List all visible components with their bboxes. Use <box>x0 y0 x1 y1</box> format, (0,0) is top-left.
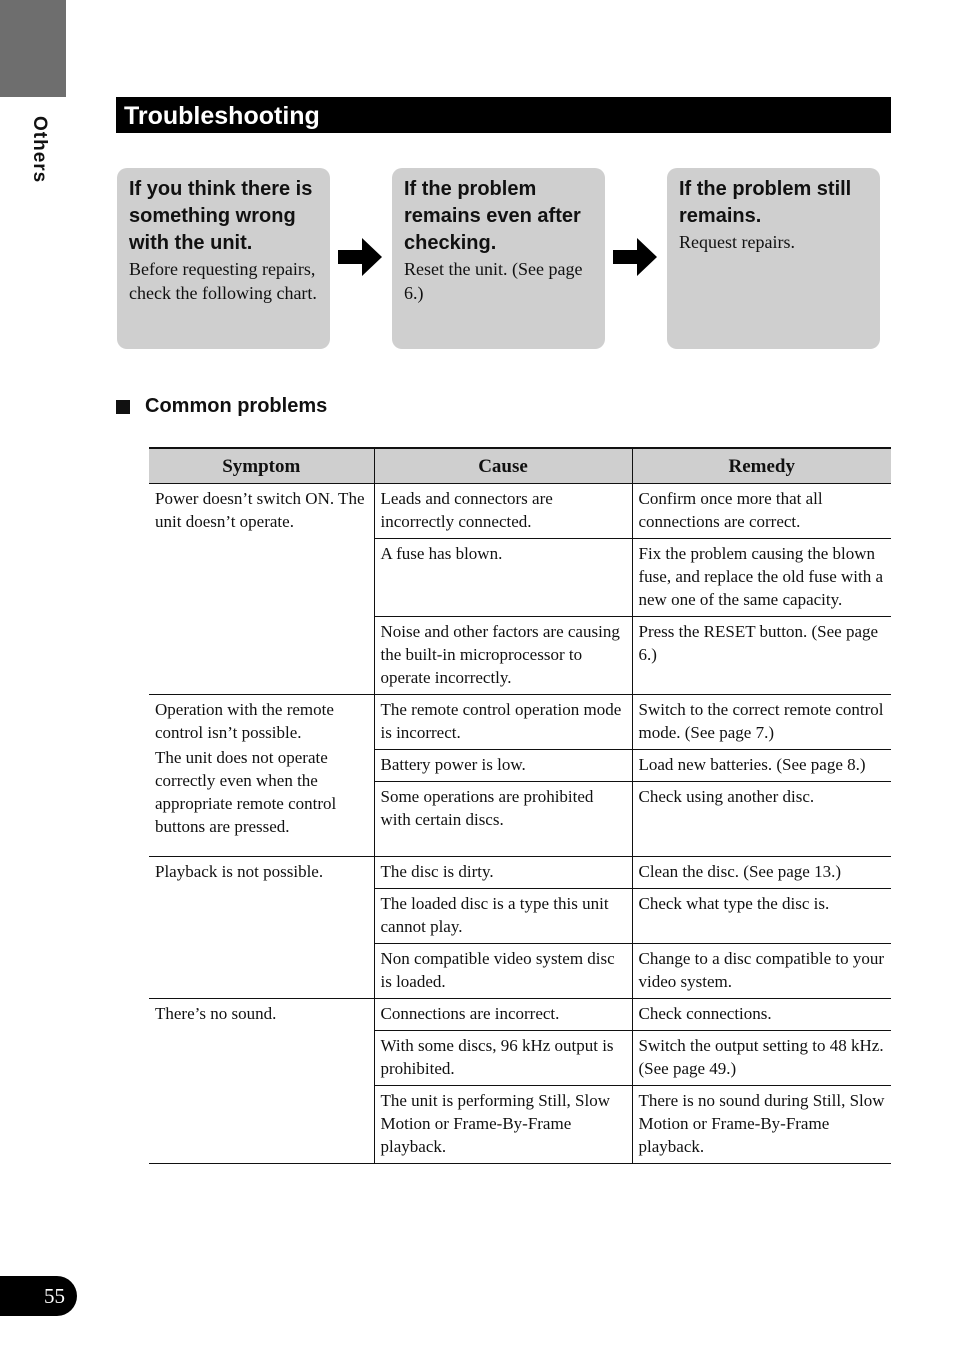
cause-cell: Non compatible video system disc is loaded. <box>374 944 632 999</box>
page-number: 55 <box>0 1276 77 1316</box>
remedy-cell: Confirm once more that all connections are correct. <box>632 484 891 539</box>
remedy-cell: Change to a disc compatible to your video system. <box>632 944 891 999</box>
cause-cell: The disc is dirty. <box>374 857 632 889</box>
step-text: Request repairs. <box>679 232 795 252</box>
step-heading: If the problem still remains. <box>679 178 852 227</box>
column-header-remedy: Remedy <box>632 448 891 484</box>
cause-cell: The loaded disc is a type this unit cannot play. <box>374 889 632 944</box>
remedy-cell: Load new batteries. (See page 8.) <box>632 750 891 782</box>
table-row <box>149 999 891 1031</box>
symptom-text: Power doesn’t switch ON. The unit doesn’t operate. <box>155 489 365 531</box>
cause-cell: Connections are incorrect. <box>374 999 632 1031</box>
cause-cell: A fuse has blown. <box>374 539 632 617</box>
step-heading: If you think there is something wrong with the unit. <box>129 178 313 254</box>
table-row <box>149 484 891 539</box>
step-text: Reset the unit. (See page 6.) <box>404 259 583 303</box>
symptom-text: There’s no sound. <box>155 1004 277 1023</box>
column-header-symptom: Symptom <box>149 448 374 484</box>
remedy-cell: Check using another disc. <box>632 782 891 857</box>
column-header-cause: Cause <box>374 448 632 484</box>
cause-cell: Some operations are prohibited with certain discs. <box>374 782 632 857</box>
symptom-cell <box>149 484 374 695</box>
remedy-cell: Switch to the correct remote control mode. (See page 7.) <box>632 695 891 750</box>
right-arrow-icon <box>613 236 657 278</box>
square-bullet-icon <box>116 400 130 414</box>
cause-cell: The remote control operation mode is incorrect. <box>374 695 632 750</box>
section-heading-text: Common problems <box>145 395 328 417</box>
symptom-cell <box>149 999 374 1164</box>
section-heading <box>116 395 327 418</box>
remedy-cell: Check what type the disc is. <box>632 889 891 944</box>
remedy-cell: Clean the disc. (See page 13.) <box>632 857 891 889</box>
step-heading: If the problem remains even after checking. <box>404 178 581 254</box>
table-row <box>149 857 891 889</box>
symptom-cell <box>149 857 374 999</box>
remedy-cell: Fix the problem causing the blown fuse, and replace the old fuse with a new one of the same capacity. <box>632 539 891 617</box>
step-box-1 <box>117 168 330 349</box>
cause-cell: Battery power is low. <box>374 750 632 782</box>
symptom-cell <box>149 695 374 857</box>
symptom-text: Playback is not possible. <box>155 862 324 881</box>
cause-cell: With some discs, 96 kHz output is prohibited. <box>374 1031 632 1086</box>
cause-cell: The unit is performing Still, Slow Motion or Frame-By-Frame playback. <box>374 1086 632 1164</box>
right-arrow-icon <box>338 236 382 278</box>
table-row <box>149 695 891 750</box>
remedy-cell: Check connections. <box>632 999 891 1031</box>
remedy-cell: Press the RESET button. (See page 6.) <box>632 617 891 695</box>
section-tab <box>0 0 66 97</box>
cause-cell: Leads and connectors are incorrectly connected. <box>374 484 632 539</box>
cause-cell: Noise and other factors are causing the built-in microprocessor to operate incorrectly. <box>374 617 632 695</box>
step-box-3 <box>667 168 880 349</box>
remedy-cell: There is no sound during Still, Slow Motion or Frame-By-Frame playback. <box>632 1086 891 1164</box>
troubleshooting-table <box>149 447 891 1164</box>
symptom-text: Operation with the remote control isn’t possible. <box>155 700 334 742</box>
remedy-cell: Switch the output setting to 48 kHz. (See page 49.) <box>632 1031 891 1086</box>
page-title: Troubleshooting <box>116 97 891 133</box>
step-box-2 <box>392 168 605 349</box>
section-tab-label: Others <box>29 116 50 184</box>
symptom-text: The unit does not operate correctly even when the appropriate remote control buttons are pressed. <box>155 748 337 836</box>
step-text: Before requesting repairs, check the following chart. <box>129 259 317 303</box>
table-header-row <box>149 448 891 484</box>
